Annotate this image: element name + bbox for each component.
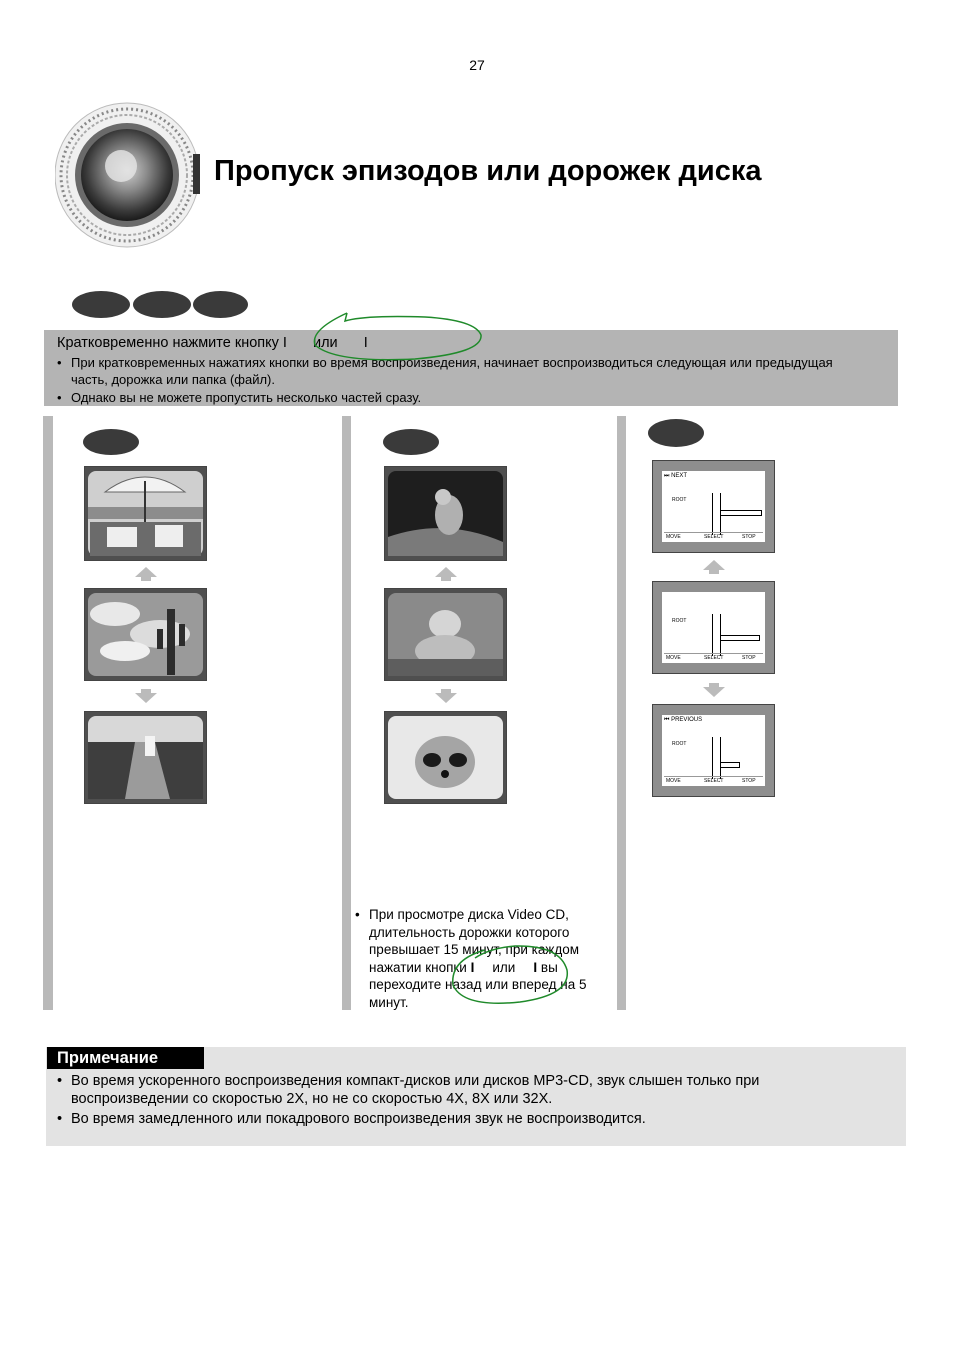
column-2-disc-pill <box>383 429 439 455</box>
note-button-2: I <box>533 959 538 975</box>
column-3-disc-pill <box>648 419 704 447</box>
osd-move-label: MOVE <box>666 655 681 661</box>
osd-screen-previous <box>652 704 775 797</box>
column-1-disc-pill <box>83 429 139 455</box>
bullet-icon: • <box>57 390 62 405</box>
osd-title-next: NEXT <box>671 473 688 479</box>
arrow-down-icon <box>435 689 457 708</box>
arrow-up-icon <box>435 567 457 586</box>
osd-screen-current <box>652 581 775 674</box>
video-cd-note: • При просмотре диска Video CD, длительность дорожки которого превышает 15 минут, при каждом нажатии кнопки I или I вы переходите назад или вперед на 5 минут. <box>355 907 587 1010</box>
image-beach-umbrella <box>84 466 207 561</box>
image-cactus-sky <box>84 588 207 681</box>
note-label: Примечание <box>47 1047 204 1069</box>
arrow-up-icon <box>703 560 725 579</box>
bullet-icon: • <box>57 1073 63 1089</box>
osd-move-label: MOVE <box>666 534 681 540</box>
instruction-bullet-1: • При кратковременных нажатиях кнопки во время воспроизведения, начинает воспроизводиться следующая или предыдущая часть, дорожка или папка (файл). <box>57 355 833 387</box>
osd-stop-label: STOP <box>742 655 756 661</box>
note-bullet-2: • Во время замедленного или покадрового воспроизведения звук не воспроизводится. <box>57 1111 646 1127</box>
osd-root-label: ROOT <box>672 618 687 624</box>
image-waterfall-landscape <box>84 711 207 804</box>
skip-prev-button-label: I <box>363 335 368 351</box>
osd-move-label: MOVE <box>666 778 681 784</box>
image-cheetah <box>384 588 507 681</box>
disc-type-pill-3 <box>193 291 248 318</box>
note-button-1: I <box>470 959 475 975</box>
osd-select-label: SELECT <box>704 534 724 540</box>
image-chipmunk <box>384 466 507 561</box>
page-number: 27 <box>469 57 485 73</box>
previous-icon: ⏮ <box>664 717 670 723</box>
osd-screen-next <box>652 460 775 553</box>
column-divider-3 <box>617 416 626 1010</box>
page-title: Пропуск эпизодов или дорожек диска <box>214 155 762 187</box>
osd-root-label: ROOT <box>672 497 687 503</box>
note-bullet-1: • Во время ускоренного воспроизведения компакт-дисков или дисков MP3-CD, звук слышен только при воспроизведении со скоростью 2X, но не со скоростью 4X, 8X или 32X. <box>57 1073 760 1107</box>
green-annotation-top <box>305 305 487 367</box>
next-icon: ⏭ <box>664 473 670 479</box>
bullet-icon: • <box>57 1111 63 1127</box>
arrow-up-icon <box>135 567 157 586</box>
osd-stop-label: STOP <box>742 534 756 540</box>
disc-type-pill-2 <box>133 291 191 318</box>
bullet-icon: • <box>355 907 360 922</box>
image-raccoon <box>384 711 507 804</box>
osd-stop-label: STOP <box>742 778 756 784</box>
osd-select-label: SELECT <box>704 655 724 661</box>
skip-next-button-label: I <box>282 335 287 351</box>
column-divider-2 <box>342 416 351 1010</box>
osd-root-label: ROOT <box>672 741 687 747</box>
instruction-prefix: Кратковременно нажмите кнопку <box>57 335 279 351</box>
disc-type-pill-1 <box>72 291 130 318</box>
column-divider-1 <box>43 416 53 1010</box>
osd-title-previous: PREVIOUS <box>671 717 703 723</box>
bullet-icon: • <box>57 355 62 370</box>
speaker-icon <box>55 94 200 256</box>
green-annotation-bottom <box>445 940 575 1012</box>
instruction-bullet-2: • Однако вы не можете пропустить несколько частей сразу. <box>57 390 422 405</box>
arrow-down-icon <box>703 683 725 702</box>
instruction-or: или <box>312 335 338 351</box>
arrow-down-icon <box>135 689 157 708</box>
osd-select-label: SELECT <box>704 778 724 784</box>
